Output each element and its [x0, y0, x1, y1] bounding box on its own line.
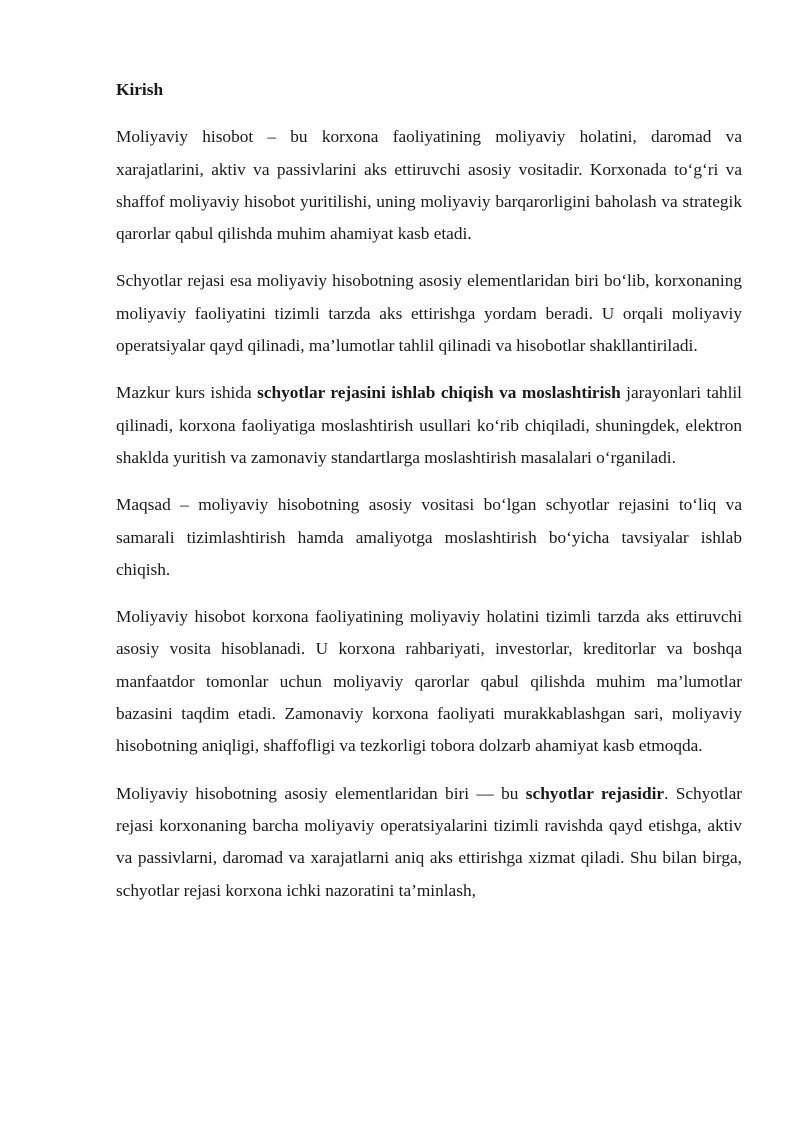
paragraph-3 — [116, 377, 742, 474]
paragraph-6-text-start: Moliyaviy hisobotning asosiy elementlaridan biri — bu — [116, 783, 526, 803]
section-heading: Kirish — [116, 80, 164, 99]
paragraph-3-text-start: Mazkur kurs ishida — [116, 383, 258, 403]
paragraph-6-text-end: . Schyotlar rejasi korxonaning barcha moliyaviy operatsiyalarini tizimli ravishda qayd etishga, aktiv va passivlarni, daromad va xarajatlarni aniq aks ettirishga xizmat qiladi. Shu bilan birga, schyotlar rejasi korxona ichki nazoratini ta’minlash, — [116, 783, 743, 900]
paragraph-6 — [116, 778, 742, 907]
paragraph-3-text-end: jarayonlari tahlil qilinadi, korxona faoliyatiga moslashtirish usullari ko‘rib chiqiladi, shuningdek, elektron shaklda yuritish va zamonaviy standartlarga moslashtirish masalalari o‘rganiladi. — [116, 383, 742, 467]
paragraph-6-bold-phrase: schyotlar rejasidir — [525, 783, 665, 803]
paragraph-3-bold-phrase: schyotlar rejasini ishlab chiqish va moslashtirish — [257, 383, 621, 403]
paragraph-4: Maqsad – moliyaviy hisobotning asosiy vositasi bo‘lgan schyotlar rejasini to‘liq va samarali tizimlashtirish hamda amaliyotga moslashtirish bo‘yicha tavsiyalar ishlab chiqish. — [116, 495, 742, 579]
paragraph-5: Moliyaviy hisobot korxona faoliyatining moliyaviy holatini tizimli tarzda aks ettiruvchi asosiy vosita hisoblanadi. U korxona rahbariyati, investorlar, kreditorlar va boshqa manfaatdor tomonlar uchun moliyaviy qarorlar qabul qilishda muhim ma’lumotlar bazasini taqdim etadi. Zamonaviy korxona faoliyati murakkablashgan sari, moliyaviy hisobotning aniqligi, shaffofligi va tezkorligi tobora dolzarb ahamiyat kasb etmoqda. — [116, 607, 742, 756]
document-page — [116, 74, 742, 922]
paragraph-1: Moliyaviy hisobot – bu korxona faoliyatining moliyaviy holatini, daromad va xarajatlarini, aktiv va passivlarini aks ettiruvchi asosiy vositadir. Korxonada to‘g‘ri va shaffof moliyaviy hisobot yuritilishi, uning moliyaviy barqarorligini baholash va strategik qarorlar qabul qilishda muhim ahamiyat kasb etadi. — [116, 127, 742, 244]
paragraph-2: Schyotlar rejasi esa moliyaviy hisobotning asosiy elementlaridan biri bo‘lib, korxonaning moliyaviy faoliyatini tizimli tarzda aks ettirishga yordam beradi. U orqali moliyaviy operatsiyalar qayd qilinadi, ma’lumotlar tahlil qilinadi va hisobotlar shakllantiriladi. — [116, 271, 742, 356]
